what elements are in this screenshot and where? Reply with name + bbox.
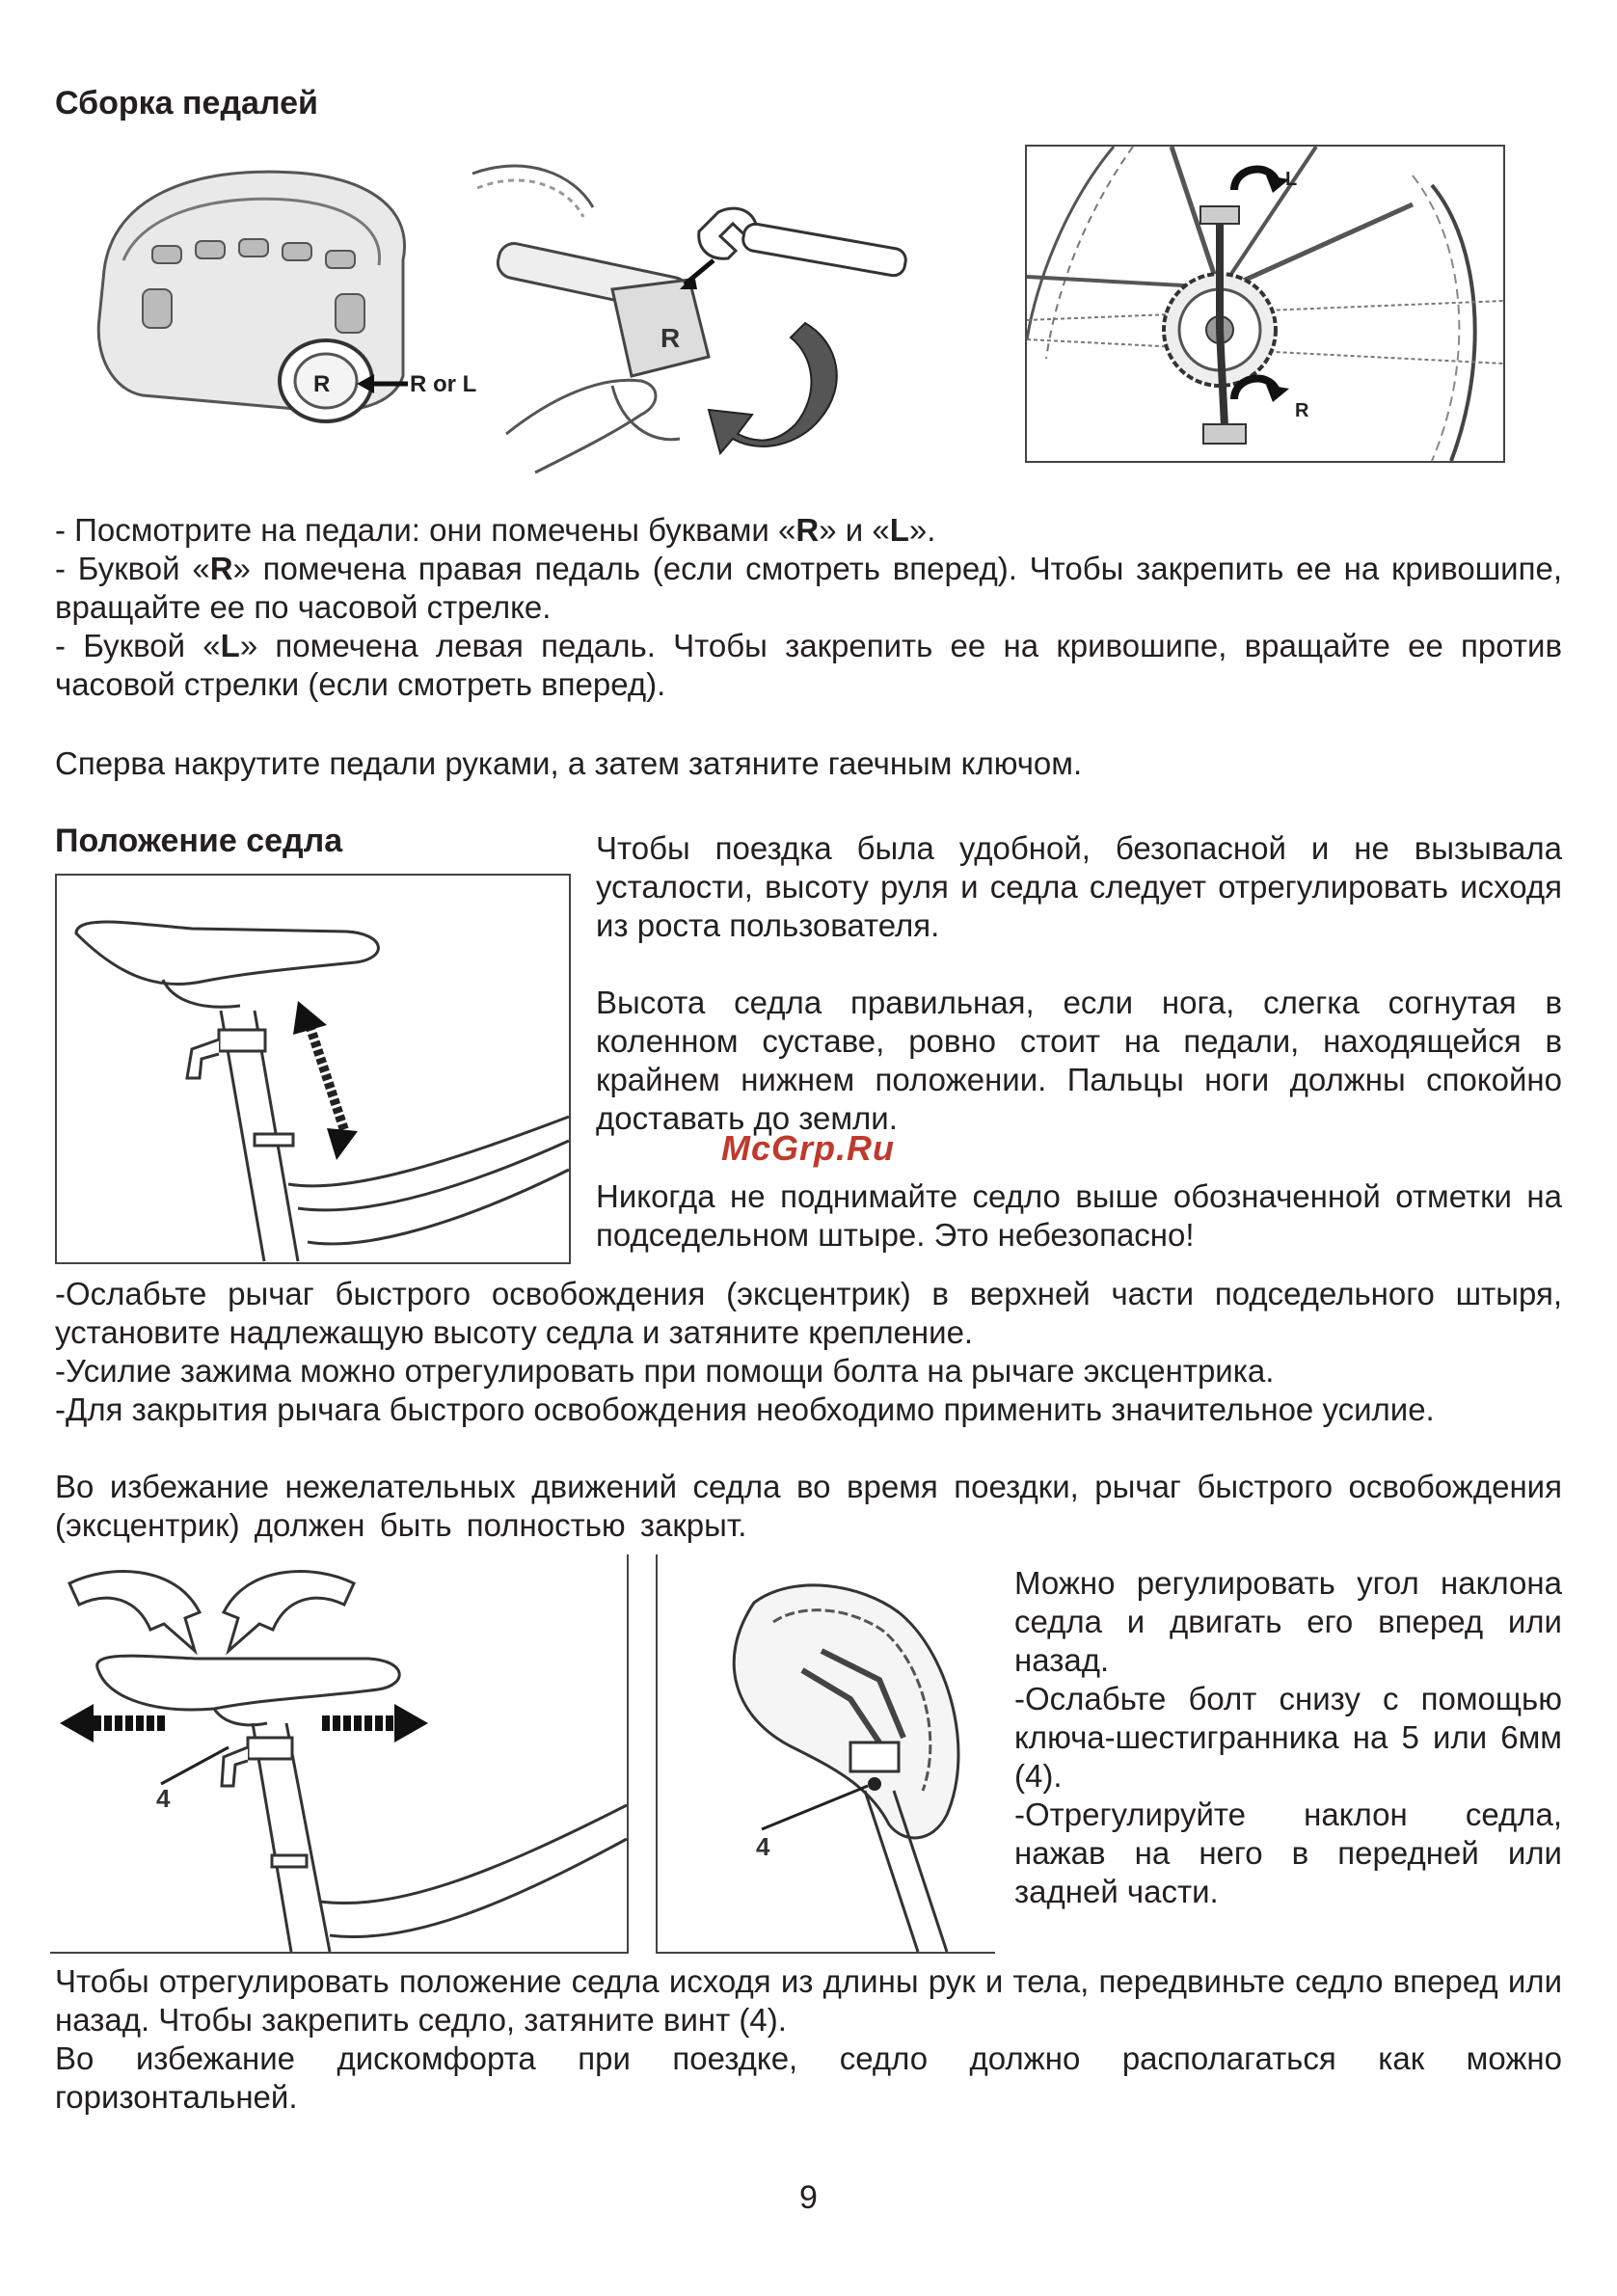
page-number: 9 bbox=[799, 2179, 818, 2216]
pedal-illustration bbox=[85, 154, 471, 444]
saddle-para-3: Никогда не поднимайте седло выше обозначенной отметки на подседельном штыре. Это небезопасно! bbox=[596, 1178, 1562, 1253]
tilt-para-6: Во избежание дискомфорта при поездке, седло должно располагаться как можно горизонтальней. bbox=[55, 2040, 1562, 2115]
saddle-para-4: Во избежание нежелательных движений седла во время поездки, рычаг быстрого освобождения (эксцентрик) должен быть полностью закрыт. bbox=[55, 1469, 1562, 1543]
saddle-list-2: -Усилие зажима можно отрегулировать при помощи болта на рычаге эксцентрика. bbox=[55, 1353, 1275, 1389]
tilt-side-1: Можно регулировать угол наклона седла и двигать его вперед или назад. bbox=[1014, 1565, 1562, 1678]
saddle-list-3: -Для закрытия рычага быстрого освобождения необходимо применить значительное усилие. bbox=[55, 1391, 1435, 1427]
crank-label-r: R bbox=[1295, 400, 1309, 421]
wrench-illustration bbox=[468, 154, 950, 473]
tilt-side-2: -Ослабьте болт снизу с помощью ключа-шестигранника на 5 или 6мм (4). bbox=[1014, 1681, 1562, 1794]
pedal-label-r: R bbox=[313, 371, 331, 397]
saddle-tilt-illustration-left bbox=[50, 1554, 627, 1952]
crank-illustration bbox=[1027, 147, 1503, 461]
crank-label-l: L bbox=[1285, 169, 1298, 190]
tilt-para-5: Чтобы отрегулировать положение седла исходя из длины рук и тела, передвиньте седло вперед или назад. Чтобы закрепить седло, затяните винт (4). bbox=[55, 1963, 1562, 2038]
tilt-side-3: -Отрегулируйте наклон седла, нажав на него в передней или задней части. bbox=[1014, 1796, 1562, 1909]
saddle-list-1: -Ослабьте рычаг быстрого освобождения (эксцентрик) в верхней части подседельного штыря, установите надлежащую высоту седла и затяните крепление. bbox=[55, 1276, 1562, 1350]
wrench-pedal-label: R bbox=[660, 323, 681, 353]
saddle-tilt-illustration-right bbox=[658, 1554, 993, 1952]
pedal-line-1: - Посмотрите на педали: они помечены буквами «R» и «L». bbox=[55, 512, 936, 548]
saddle-para-1: Чтобы поездка была удобной, безопасной и не вызывала усталости, высоту руля и седла следует отрегулировать исходя из роста пользователя. bbox=[596, 830, 1562, 943]
saddle-height-illustration bbox=[57, 876, 569, 1262]
section-title-pedals: Сборка педалей bbox=[55, 85, 318, 122]
pedal-line-2: - Буквой «R» помечена правая педаль (если смотреть вперед). Чтобы закрепить ее на кривошипе, вращайте ее по часовой стрелке. bbox=[55, 551, 1562, 625]
pedal-line-3: - Буквой «L» помечена левая педаль. Чтобы закрепить ее на кривошипе, вращайте ее против часовой стрелки (если смотреть вперед). bbox=[55, 628, 1562, 702]
pedal-line-4: Сперва накрутите педали руками, а затем затяните гаечным ключом. bbox=[55, 745, 1083, 781]
section-title-saddle: Положение седла bbox=[55, 823, 343, 859]
tilt-right-label: 4 bbox=[756, 1832, 770, 1861]
tilt-left-label: 4 bbox=[156, 1784, 171, 1813]
watermark: McGrp.Ru bbox=[721, 1128, 896, 1168]
pedal-arrow-label: R or L bbox=[410, 371, 477, 397]
saddle-para-2: Высота седла правильная, если нога, слегка согнутая в коленном суставе, ровно стоит на педали, находящейся в крайнем нижнем положении. Пальцы ноги должны спокойно доставать до земли. bbox=[596, 985, 1562, 1136]
